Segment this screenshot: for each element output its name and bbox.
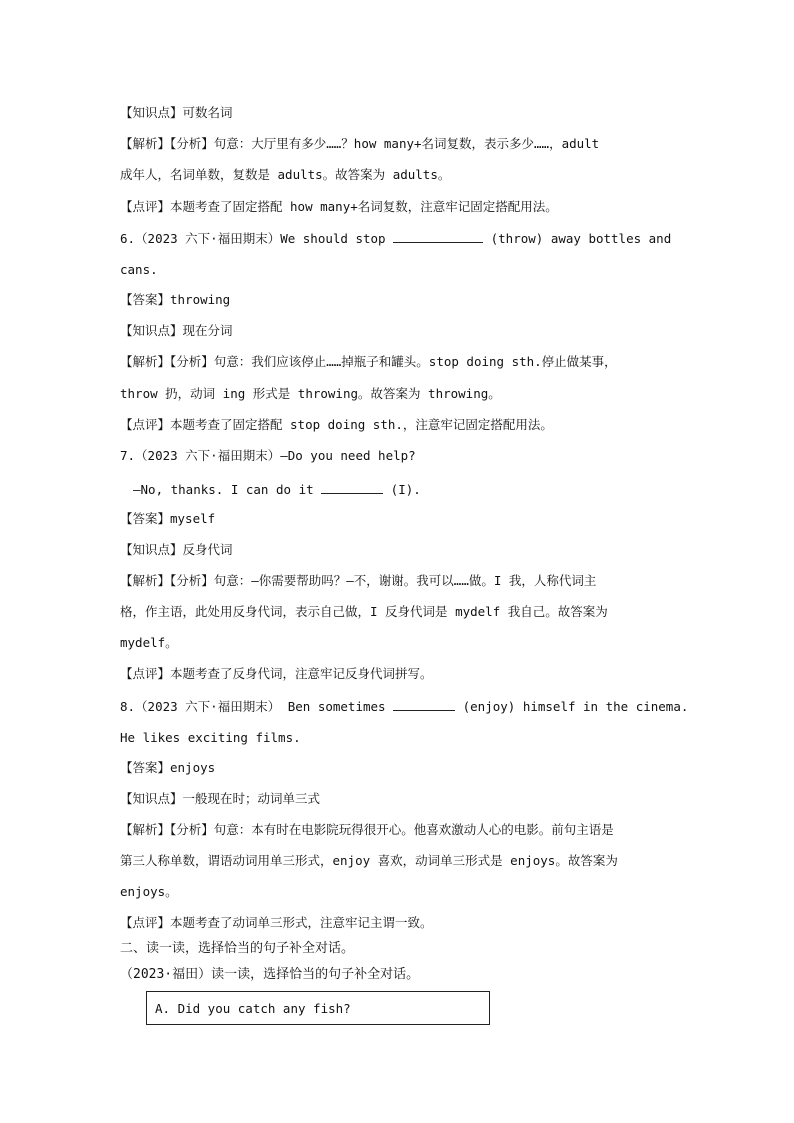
- q6-answer: 【答案】throwing: [120, 292, 231, 307]
- q6-analysis-line-2: throw 扔，动词 ing 形式是 throwing。故答案为 throwing。: [120, 386, 501, 401]
- q8-stem-line-2: He likes exciting films.: [120, 730, 301, 745]
- q7-stem-line-1: 7.（2023 六下·福田期末）—Do you need help?: [120, 448, 416, 463]
- section-2-title: 二、读一读，选择恰当的句子补全对话。: [120, 941, 355, 956]
- q8-answer: 【答案】enjoys: [120, 760, 216, 775]
- q6-stem-line-2: cans.: [120, 262, 158, 277]
- q6-stem-part-2: (throw) away bottles and: [483, 231, 672, 246]
- q6-answer-blank[interactable]: [393, 230, 483, 243]
- q5-analysis-line-2: 成年人，名词单数，复数是 adults。故答案为 adults。: [120, 167, 451, 182]
- q8-stem-part-2: (enjoy) himself in the cinema.: [455, 699, 689, 714]
- option-a: A. Did you catch any fish?: [155, 1001, 351, 1016]
- q7-analysis-line-2: 格，作主语，此处用反身代词，表示自己做，I 反身代词是 mydelf 我自己。故答案为: [120, 604, 608, 619]
- q7-analysis-line-3: mydelf。: [120, 635, 178, 650]
- q8-stem-part-1: 8.（2023 六下·福田期末） Ben sometimes: [120, 699, 394, 714]
- q5-comment: 【点评】本题考查了固定搭配 how many+名词复数，注意牢记固定搭配用法。: [120, 199, 558, 214]
- options-box: [146, 991, 490, 1025]
- q8-answer-blank[interactable]: [393, 698, 455, 711]
- q8-analysis-line-2: 第三人称单数，谓语动词用单三形式，enjoy 喜欢，动词单三形式是 enjoys。故答案为: [120, 853, 618, 868]
- q6-stem-part-1: 6.（2023 六下·福田期末）We should stop: [120, 231, 394, 246]
- q7-stem-line-2: [133, 481, 421, 498]
- q8-knowledge-point: 【知识点】一般现在时；动词单三式: [120, 791, 321, 806]
- q7-answer: 【答案】myself: [120, 511, 216, 526]
- q7-stem-part-2: (I).: [383, 482, 421, 497]
- q5-analysis-line-1: 【解析】【分析】句意：大厅里有多少……？how many+名词复数，表示多少……，adult: [120, 136, 600, 151]
- q8-analysis-line-3: enjoys。: [120, 884, 178, 899]
- q7-comment: 【点评】本题考查了反身代词，注意牢记反身代词拼写。: [120, 666, 433, 681]
- q6-comment: 【点评】本题考查了固定搭配 stop doing sth.，注意牢记固定搭配用法。: [120, 417, 553, 432]
- q7-answer-blank[interactable]: [321, 481, 383, 494]
- q7-stem-part-1: —No, thanks. I can do it: [133, 482, 322, 497]
- q7-analysis-line-1: 【解析】【分析】句意：—你需要帮助吗？—不，谢谢。我可以……做。I 我，人称代词主: [120, 573, 597, 588]
- q6-stem: [120, 230, 671, 247]
- q6-knowledge-point: 【知识点】现在分词: [120, 323, 233, 338]
- q6-analysis-line-1: 【解析】【分析】句意：我们应该停止……掉瓶子和罐头。stop doing sth.停止做某事，: [120, 354, 617, 369]
- section-2-subtitle: （2023·福田）读一读，选择恰当的句子补全对话。: [120, 967, 420, 982]
- q8-stem: [120, 698, 688, 715]
- q8-analysis-line-1: 【解析】【分析】句意：本有时在电影院玩得很开心。他喜欢激动人心的电影。前句主语是: [120, 822, 614, 837]
- q5-knowledge-point: 【知识点】可数名词: [120, 105, 233, 120]
- q8-comment: 【点评】本题考查了动词单三形式，注意牢记主谓一致。: [120, 915, 433, 930]
- q7-knowledge-point: 【知识点】反身代词: [120, 542, 233, 557]
